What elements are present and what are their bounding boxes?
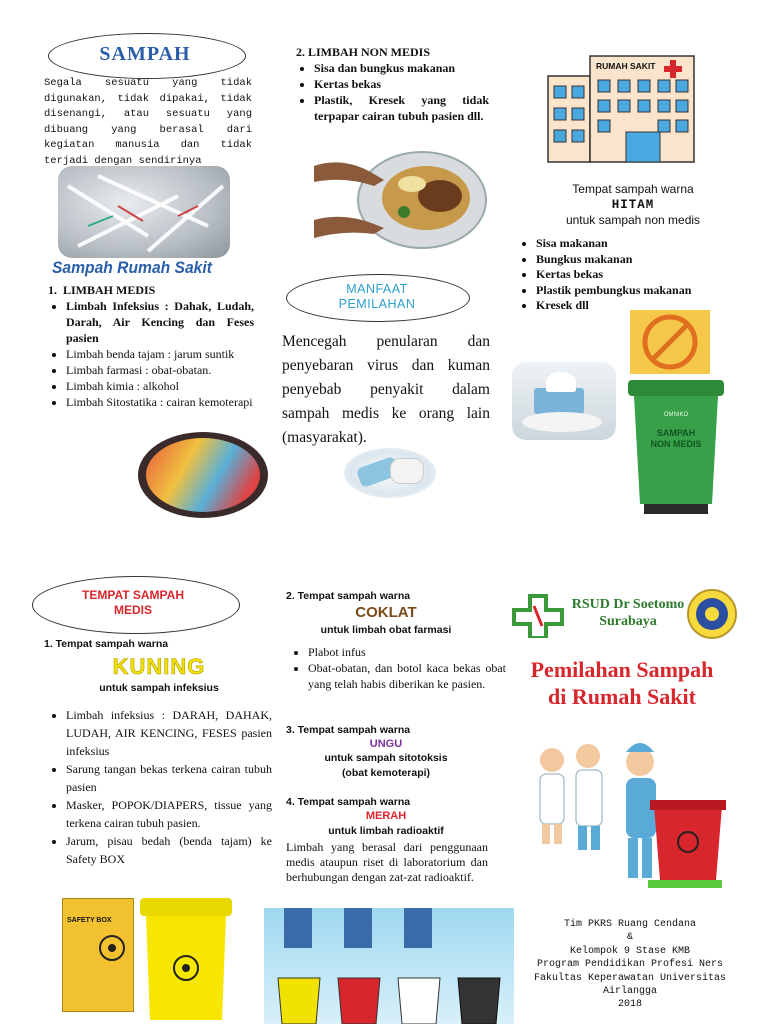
list-item: • Sisa dan bungkus makanan xyxy=(314,60,489,76)
list-item: • Limbah Sitostatika : cairan kemoterapi xyxy=(66,394,254,410)
limbah-medis-section xyxy=(48,282,254,410)
list-item: • Kertas bekas xyxy=(536,267,736,283)
list-item: • Limbah Infeksius : Dahak, Ludah, Darah, Air Kencing dan Feses pasien xyxy=(66,298,254,346)
manfaat-line-1: MANFAAT xyxy=(346,282,408,296)
masks-photo xyxy=(138,432,268,518)
manfaat-text: Mencegah penularan dan penyebaran virus dan kuman penyebab penyakit dalam sampah medis ke orang lain (masyarakat). xyxy=(282,333,490,446)
tempat-sampah-line-2: MEDIS xyxy=(113,603,152,617)
credit-line: & xyxy=(626,932,633,944)
yellow-bin xyxy=(138,896,234,1024)
hitam-line-3: untuk sampah non medis xyxy=(565,213,701,227)
list-item: • Kertas bekas xyxy=(314,76,489,92)
ungu-color-word: UNGU xyxy=(369,738,403,750)
credits xyxy=(530,918,730,1012)
ungu-line-4: (obat kemoterapi) xyxy=(341,767,431,779)
no-food-sign xyxy=(630,310,710,374)
brochure-title xyxy=(512,656,732,710)
ungu-line-1: 3. Tempat sampah warna xyxy=(286,724,411,736)
list-item: • Limbah infeksius : DARAH, DAHAK, LUDAH, AIR KENCING, FESES pasien infeksius xyxy=(66,706,272,760)
hitam-color-word: HITAM xyxy=(611,197,655,212)
rsud-name xyxy=(562,596,694,630)
list-item: • Bungkus makanan xyxy=(536,252,736,268)
rsud-line-2: Surabaya xyxy=(599,614,657,629)
rsud-line-1: RSUD Dr Soetomo xyxy=(571,597,685,612)
kuning-line-3: untuk sampah infeksius xyxy=(99,682,219,694)
credit-line: Kelompok 9 Stase KMB xyxy=(569,945,691,957)
limbah-non-medis-section xyxy=(296,44,489,124)
list-item: • Limbah kimia : alkohol xyxy=(66,378,254,394)
merah-text: Limbah yang berasal dari penggunaan medis ataupun riset di laboratorium dan berhubungan dengan zat-zat radioaktif. xyxy=(286,840,488,884)
prohibited-icon xyxy=(630,310,710,374)
list-item: • Kresek dll xyxy=(536,298,736,314)
coklat-list xyxy=(290,644,506,692)
list-item: • Sisa makanan xyxy=(536,236,736,252)
limbah-non-medis-heading: 2. LIMBAH NON MEDIS xyxy=(296,45,431,59)
credit-line: Airlangga xyxy=(602,986,657,998)
list-item: • Limbah benda tajam : jarum suntik xyxy=(66,346,254,362)
seal-icon xyxy=(686,588,738,640)
merah-line-1: 4. Tempat sampah warna xyxy=(286,796,411,808)
list-item: • Limbah farmasi : obat-obatan. xyxy=(66,362,254,378)
kuning-line-1: 1. Tempat sampah warna xyxy=(44,638,169,650)
sampah-definition: Segala sesuatu yang tidak digunakan, tidak dipakai, tidak disenangi, atau sesuatu yang dibuang yang berasal dari kegiatan manusia dan tidak terjadi dengan sendirinya xyxy=(44,77,252,167)
bin-label xyxy=(624,428,728,450)
plate-icon xyxy=(314,146,490,250)
hitam-list xyxy=(518,236,736,314)
rsud-logo xyxy=(512,594,564,638)
hitam-heading xyxy=(548,182,718,229)
safety-box-label: SAFETY BOX xyxy=(67,917,112,924)
tissue-photo xyxy=(512,362,616,440)
list-item: • Obat-obatan, dan botol kaca bekas obat yang telah habis diberikan ke pasien. xyxy=(308,660,506,692)
sampah-title: SAMPAH xyxy=(99,43,191,65)
credit-line: Fakultas Keperawatan Universitas xyxy=(533,972,727,984)
limbah-non-medis-list xyxy=(296,60,489,124)
coklat-line-1: 2. Tempat sampah warna xyxy=(286,590,411,602)
manfaat-line-2: PEMILAHAN xyxy=(338,297,416,311)
bin-label-2: NON MEDIS xyxy=(650,439,702,449)
sampah-rumah-sakit-subtitle: Sampah Rumah Sakit xyxy=(52,258,212,277)
tempat-sampah-line-1: TEMPAT SAMPAH xyxy=(82,588,184,602)
credit-line: Program Pendidikan Profesi Ners xyxy=(536,959,724,971)
ungu-line-3: untuk sampah sitotoksis xyxy=(324,752,448,764)
green-bin xyxy=(624,378,728,516)
kuning-list xyxy=(48,706,272,868)
manfaat-heading xyxy=(304,282,450,312)
syringes-icon xyxy=(58,166,230,258)
biohazard-icon xyxy=(97,933,127,963)
merah-color-word: MERAH xyxy=(365,810,407,822)
cross-logo-icon xyxy=(512,594,564,638)
nurses-illustration xyxy=(530,730,730,900)
tempat-sampah-heading xyxy=(48,588,218,618)
list-item: • Jarum, pisau bedah (benda tajam) ke Safety BOX xyxy=(66,832,272,868)
list-item: • Plabot infus xyxy=(308,644,506,660)
limbah-medis-list xyxy=(48,298,254,410)
safety-box xyxy=(62,898,134,1012)
coklat-line-3: untuk limbah obat farmasi xyxy=(320,624,452,636)
hospital-building xyxy=(546,54,696,164)
list-item: • Plastik pembungkus makanan xyxy=(536,283,736,299)
bin-brand: OMNIKO xyxy=(663,412,689,418)
trash-bin-icon xyxy=(138,896,234,1024)
merah-line-3: untuk limbah radioaktif xyxy=(328,825,444,837)
university-seal xyxy=(686,588,738,640)
title-line-2: di Rumah Sakit xyxy=(548,684,696,709)
hitam-line-1: Tempat sampah warna xyxy=(572,182,694,196)
bin-label-1: SAMPAH xyxy=(656,428,696,438)
title-line-1: Pemilahan Sampah xyxy=(530,657,714,682)
kuning-color-word: KUNING xyxy=(112,654,206,679)
limbah-medis-heading: 1. LIMBAH MEDIS xyxy=(48,283,156,297)
credit-line: Tim PKRS Ruang Cendana xyxy=(563,919,697,930)
nurses-icon xyxy=(530,730,730,900)
food-plate-photo xyxy=(314,146,490,250)
credit-line: 2018 xyxy=(617,999,642,1011)
hospital-sign: RUMAH SAKIT xyxy=(596,61,656,71)
list-item: • Masker, POPOK/DIAPERS, tissue yang terkena cairan tubuh pasien. xyxy=(66,796,272,832)
medical-waste-photo xyxy=(58,166,230,258)
bins-row-icon xyxy=(264,908,514,1024)
sorting-illustration xyxy=(264,908,514,1024)
mask-bandage-photo xyxy=(344,448,436,498)
list-item: • Plastik, Kresek yang tidak terpapar cairan tubuh pasien dll. xyxy=(314,92,489,124)
list-item: • Sarung tangan bekas terkena cairan tubuh pasien xyxy=(66,760,272,796)
coklat-color-word: COKLAT xyxy=(355,604,417,621)
